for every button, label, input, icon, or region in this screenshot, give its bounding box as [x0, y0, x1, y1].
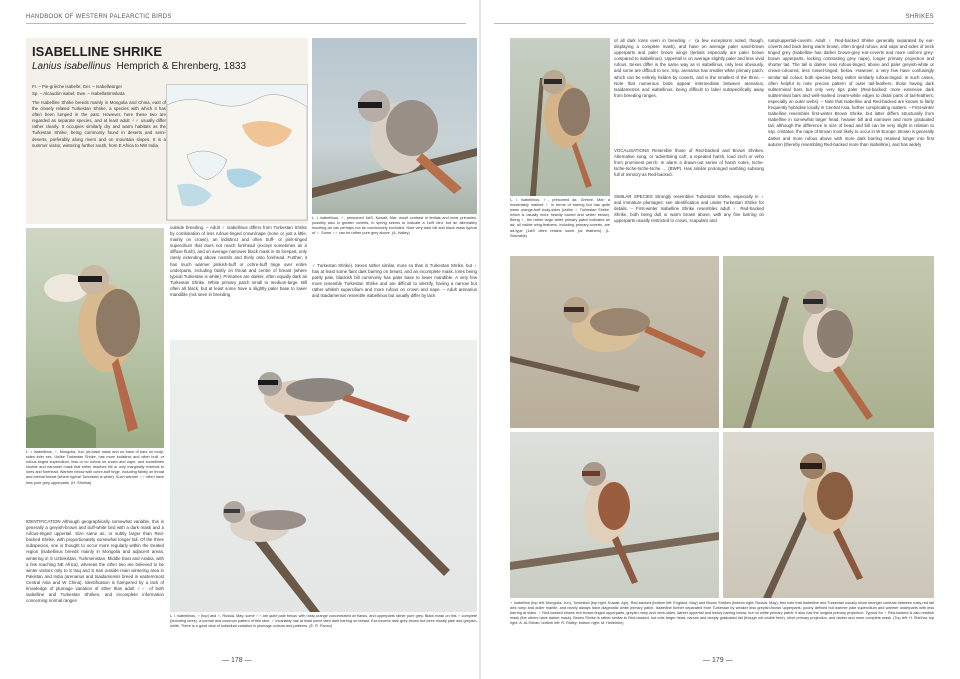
caption-male-mongolia: L. i. isabellinus, ♂, Mongolia, Jun: jet-black mask and no trace of bars on body-sides infer sex. Unlike Turkestan Shrike, has more indistinct and often buff- or rufous-tinged supercilium, less or no rufous on crown and nape, and sometimes shorter and narrower mask that either reaches bill or only marginally extends to lores and forehead. Warmer below with ochre-buff tinge, including faintly on throat and central breast (where typical Turkestan is white). Such warmer ♂♂ often have less pure grey upperparts. (H. Shirihai)	[26, 450, 164, 485]
photo-isabelline-female	[510, 256, 719, 428]
species-intro-text: The Isabelline Shrike breeds mainly in Mongolia and China, east of the closely related Turkestan Shrike, a species with which it has often been lumped in the past. However, here these two are regarded as separate species, and at least adult ♂♂ usually differ rather clearly. It occupies similarly dry and warm habitats as the Turkestan Shrike, being commonly found in deserts and semi-deserts, preferably along rivers and on mountain slopes. It is a summer visitor, wintering further south, from E Africa to NW India.	[32, 100, 166, 148]
shrike-grid-4	[723, 432, 934, 598]
distribution-map	[166, 84, 308, 221]
shrike-illustration-3	[510, 38, 610, 196]
header-rule-right	[494, 23, 934, 24]
caption-pair-russia: L. i. isabellinus, ♂ (top) and ♀, Russia, May: some ♂♂ are quite pale below, with rusty-orange concentrated on flanks, and upperparts rather pure grey. Black mask on this ♂ complete (including lores), a normal and common pattern of this race. ♀ invariably has at least some faint dark barring on breast. Ear-coverts dark grey-brown but lores mostly pale and greyish-white. There is a good deal of individual variation in plumage colours and patterns. (E. R. Panov)	[170, 614, 477, 629]
scientific-authority: Hemprich & Ehrenberg, 1833	[116, 61, 247, 72]
shrike-grid-3	[510, 432, 719, 598]
page-number-right: — 179 —	[703, 657, 733, 664]
header-rule-left	[26, 23, 466, 24]
photo-female-greece	[510, 38, 610, 196]
photo-pair-russia	[170, 340, 477, 612]
photo-red-backed-female	[510, 432, 719, 598]
vocalisations-text: VOCALISATIONS Resemble those of Red-backed and Brown Shrikes. Alternative song, or 'advertising call', a repeated harsh, loud zech or veho from prominent perch. In alarm a drawn-out series of harsh notes, tsche-tsche-tsche-tsche-tsche … (BWP). Has similar prolonged warbling subsong full of mimicry as Red-backed.	[614, 148, 764, 178]
species-scientific-name	[32, 61, 246, 72]
species-title: ISABELLINE SHRIKE	[32, 44, 163, 59]
shrike-grid-2	[723, 256, 934, 428]
running-header-left: HANDBOOK OF WESTERN PALEARCTIC BIRDS	[26, 14, 172, 20]
shrike-illustration-2	[26, 228, 164, 448]
text-column-mid: outside breeding. – Adult ♂ isabellinus differs from Turkestan Shrike by combination of less rufous-tinged crown/nape (none or just a little, mainly on crown), an indistinct and often buff- or pink-tinged supercilium that does not reach forehead (except sometimes as a diffuse flush), and on average narrower black mask in its forepart, only rarely extending above nostrils and thinly onto forehead. Further, it has much warmer pinkish-buff or ochre-buff tinge over entire underparts, including faintly on throat and centre of breast (where typical Turkestan is white). Primaries are darker, often equally dark as Turkestan Shrike. White primary patch small to medium-large. Bill often all black, but at least some have a slightly paler base to lower mandible (not seen in breeding	[170, 225, 307, 298]
vernacular-names-sp-swe: Sp. – Alcaudón isabel; Swe. – Isabellatörnskata	[32, 91, 125, 96]
page-gutter	[479, 0, 481, 679]
vernacular-names-fr-ger: Fr. – Pie-grièche isabelle; Ger. – Isabellwürger	[32, 84, 123, 89]
text-column-r2: rump/uppertail-coverts. Adult ♀ Red-backed Shrike generally separated by ear-coverts and back being warm brown, often tinged rufous, and nape and sides of neck tinged grey (Isabelline has darker brown-grey ear-coverts and more uniform grey-brown upperparts, lacking contrasting grey nape), longer primary projection and shorter tail. The tail is darker, less rufous-tinged, above and paler greyish-white or cream-coloured, less russet-tinged, below. However, a very few have confusingly similar tail colour, both species being rather similarly rufous-tinged. In such cases, often helpful to note precise pattern of outer tail-feathers, those having dark subterminal bars but only very tips paler (Red-backed: more extensive dark subterminal bars and well-marked cream-white edges to distal parts of tail-feathers, especially on outer webs). – Note that Isabelline and Red-backed are known to fairly frequently hybridise locally in Central Asia, further complicating matters. – First-winter Isabelline resembles first-winter Brown Shrike, but latter differs structurally from Isabelline in somewhat larger head, heavier bill and narrower and more graduated tail, although the difference in size of head and bill can be very slight in relation to ssp. cristatus; the nape of Brown most likely to occur in W Europe. Brown is generally darker and more rufous above with more dark barring retained longer into first autumn (thereby resembling Red-backed more than Isabelline), and has widely	[768, 38, 934, 147]
scientific-binomial: Lanius isabellinus	[32, 61, 111, 72]
photo-male-mongolia	[26, 228, 164, 448]
page-number-left: — 178 —	[222, 657, 252, 664]
text-column-mid2: ♂ Turkestan Shrike). Sexes rather similar, more so than in Turkestan Shrike, but ♀ has at least some faint dark barring on breast, and an incomplete mask, lores being partly pale, blackish bill commonly has paler base to lower mandible. A very few more resemble Turkestan Shrike and are difficult to identify, having a narrow but rather whitish supercilium and more rufous on crown and nape. – Adult arenarius and tsaidamensis resemble isabellinus but usually differ by lack	[312, 263, 477, 299]
text-column-r1: of all dark lores even in breeding ♂ (a few exceptions noted, though, displaying a complete mask), and have on average paler sand-brown upperparts and paler brown wings (tertials especially are paler brown compared to isabellinus). Uppertail is on average slightly paler and less vivid rufous. Sexes differ in the same way as in isabellinus, only less obviously, and some are difficult to sex. Ssp. arenarius has smaller white primary patch, which can be entirely hidden by coverts, and is the smallest of the three. – Note that numerous birds appear intermediate between arenarius, tsaidamensis and isabellinus, being difficult to label subspecifically away from breeding ranges.	[614, 38, 764, 98]
distribution-map-graphic	[167, 85, 307, 220]
shrike-pair-illustration	[170, 340, 477, 612]
photo-male-kuwait	[312, 38, 477, 214]
caption-male-kuwait: L. i. isabellinus, ♂, presumed 1stS, Kuwait, Mar: moult contrast in tertials and inner primaries, possibly also in greater coverts, in spring seems to indicate a 1stS bird, but an alternately moulting ad can perhaps not be conclusively excluded. Note very dark bill and black mask typical of ♂. Some ♂♂ can be rather pure grey above. (A. Halley)	[312, 216, 477, 236]
identification-text: IDENTIFICATION Although geographically somewhat variable, this is generally a greyish-brown and buff-white bird with a dark mask and a rufous-tinged uppertail. Size same as, or subtly larger than Red-backed Shrike, with proportionately somewhat longer tail. Of the three subspecies, one is thought to occur more regularly within the treated region (isabellinus breeds mainly in Mongolia and adjacent areas, wintering in S Uzbekistan, Turkmenistan, Middle East and Arabia, with a few reaching NE Africa), whereas the other two are believed to be winter visitors only to S Iraq and S Iran outside main wintering area in Pakistan and India (arenarius and tsaidamensis breed in easternmost Central Asia and W China). Identification is hampered by a lack of knowledge of plumage variation of other than adult ♂♂ of both isabelline and Turkestan Shrikes, and incomplete information concerning normal ranges	[26, 519, 164, 604]
photo-brown-shrike-female	[723, 432, 934, 598]
shrike-illustration	[312, 38, 477, 214]
running-header-right: SHRIKES	[905, 14, 934, 20]
caption-four-females: ♀ Isabelline (top left: Mongolia, Jun), Turkestan (top right: Kuwait, Apr), Red-backed (bottom left: England, May) and Brown Shrikes (bottom right: Russia, May): first note that Isabelline and Turkestan usually show stronger contrast between rusty-red tail and rump and duller mantle, and nearly always have diagnostic white primary patch. Isabelline further separated from Turkestan by weaker less greyish-brown upperparts, poorly defined but warmer pale supercilium and warmer underparts with less barring at sides. ♀ Red-backed shows rich brown-tinged upperparts, greyish rump and neck-sides, darker uppertail and heavy barring below, but no white primary patch; it also has the longest primary projection. Typical for ♀ Red-backed is also reddish mask (the others have darker mask). Brown Shrike is rather similar to Red-backed, but note larger head, narrow and deeply graduated tail (though not visible here), short primary projection, and darker and more complete mask. (Top left: H. Shirihai; top right: A. Al-Sirhan; bottom left: R. Ridley; bottom right: M. Hellström)	[510, 601, 934, 626]
photo-turkestan-female	[723, 256, 934, 428]
shrike-grid-1	[510, 256, 719, 428]
caption-female-greece: L. i. isabellinus, ♀, presumed ad, Greece, Mar: a moderately marked ♀ in terms of barring but has quite warm orange-buff body-sides (unlike ♀ Turkestan Shrike, which is usually more heavily barred and whiter below). Being ♀, the rather large white primary patch indicates an ad; all visible wing-feathers, including primary-coverts, are ad-type (1stS often retains some juv feathers). (L. Stavrakis)	[510, 198, 610, 238]
similar-species-text: SIMILAR SPECIES Strongly resembles Turkestan Shrike, especially in ♀ and immature plumages; see Identification and under Turkestan Shrike for details. – First-winter Isabelline Shrike resembles adult ♀ Red-backed Shrike, both being dull or warm brown above, with any fine barring on upperparts usually restricted to crown, scapulars and	[614, 194, 764, 224]
